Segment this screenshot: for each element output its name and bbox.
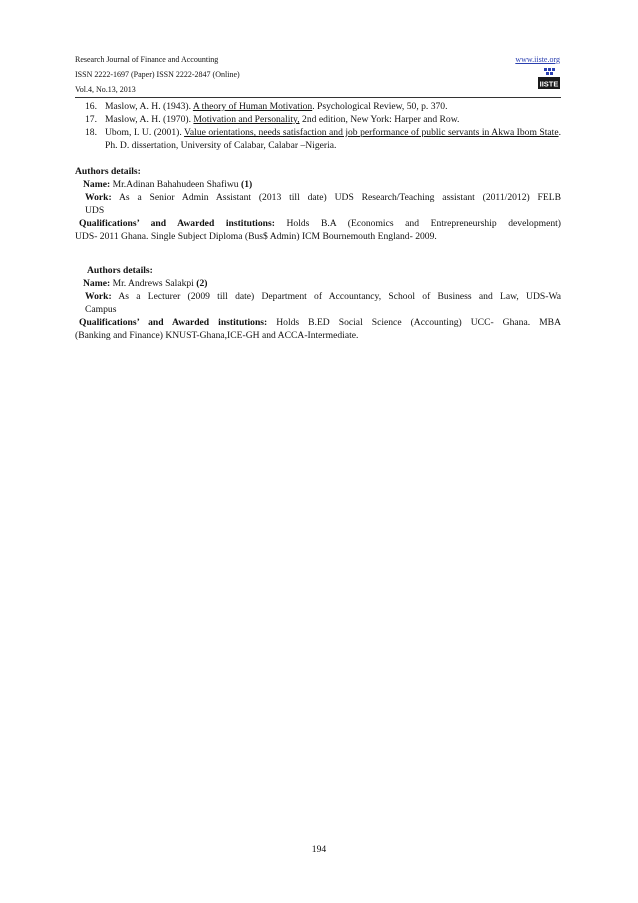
reference-authors: Ubom, I. U. (2001). — [105, 127, 185, 138]
reference-number: 16. — [85, 101, 97, 112]
author1-work — [75, 191, 561, 204]
author1-qualifications-continued: UDS- 2011 Ghana. Single Subject Diploma (Bus$ Admin) ICM Bournemouth England- 2009. — [75, 231, 437, 242]
reference-number: 17. — [85, 114, 97, 125]
work-value: As a Senior Admin Assistant (2013 till date) UDS Research/Teaching assistant (2011/2012) FELB — [111, 192, 561, 203]
author1-heading: Authors details: — [75, 166, 141, 177]
author2-heading: Authors details: — [87, 265, 153, 276]
work-label: Work: — [85, 192, 112, 203]
reference-source: . Psychological Review, 50, p. 370. — [312, 101, 448, 112]
issn-line: ISSN 2222-1697 (Paper) ISSN 2222-2847 (Online) — [75, 70, 240, 79]
journal-url-link[interactable]: www.iiste.org — [515, 55, 560, 64]
reference-item — [75, 100, 561, 113]
header-rule — [75, 97, 561, 98]
reference-list — [75, 100, 561, 152]
author-number: (1) — [241, 179, 253, 190]
reference-title: Value orientations, needs satisfaction and job performance of public servants in Akwa Ibom State — [184, 127, 559, 138]
reference-item — [75, 113, 561, 126]
iiste-logo — [538, 67, 560, 89]
page-number: 194 — [311, 844, 327, 855]
work-value: As a Lecturer (2009 till date) Department of Accountancy, School of Business and Law, UDS-Wa — [111, 291, 561, 302]
reference-authors: Maslow, A. H. (1970). — [105, 114, 194, 125]
author-number: (2) — [196, 278, 208, 289]
author2-section — [75, 264, 561, 342]
qualifications-label: Qualifications’ and Awarded institutions: — [79, 317, 268, 328]
reference-number: 18. — [85, 127, 97, 138]
reference-authors: Maslow, A. H. (1943). — [105, 101, 193, 112]
journal-title: Research Journal of Finance and Accounting — [75, 55, 219, 64]
author2-work — [75, 290, 561, 303]
name-value: Mr.Adinan Bahahudeen Shafiwu — [110, 179, 241, 190]
name-label: Name: — [83, 278, 111, 289]
work-label: Work: — [85, 291, 112, 302]
qualifications-value: Holds B.A (Economics and Entrepreneurship development) — [274, 218, 561, 229]
qualifications-label: Qualifications’ and Awarded institutions: — [79, 218, 275, 229]
reference-title: Motivation and Personality, — [193, 114, 300, 125]
qualifications-value: Holds B.ED Social Science (Accounting) UCC- Ghana. MBA — [267, 317, 561, 328]
reference-item — [75, 126, 561, 152]
author1-name — [75, 178, 561, 191]
svg-text:IISTE: IISTE — [539, 79, 559, 89]
author1-work-continued: UDS — [85, 205, 105, 216]
author1-section — [75, 165, 561, 243]
name-label: Name: — [83, 179, 111, 190]
name-value: Mr. Andrews Salakpi — [110, 278, 197, 289]
reference-source: 2nd edition, New York: Harper and Row. — [299, 114, 460, 125]
author1-qualifications — [75, 217, 561, 230]
reference-title: A theory of Human Motivation — [192, 101, 313, 112]
reference-source: . Ph. D. dissertation, University of Calabar, Calabar –Nigeria. — [105, 127, 561, 151]
author2-qualifications — [75, 316, 561, 329]
volume-line: Vol.4, No.13, 2013 — [75, 85, 136, 94]
author2-name — [75, 277, 561, 290]
author2-qualifications-continued: (Banking and Finance) KNUST-Ghana,ICE-GH and ACCA-Intermediate. — [75, 330, 359, 341]
author2-work-continued: Campus — [85, 304, 117, 315]
